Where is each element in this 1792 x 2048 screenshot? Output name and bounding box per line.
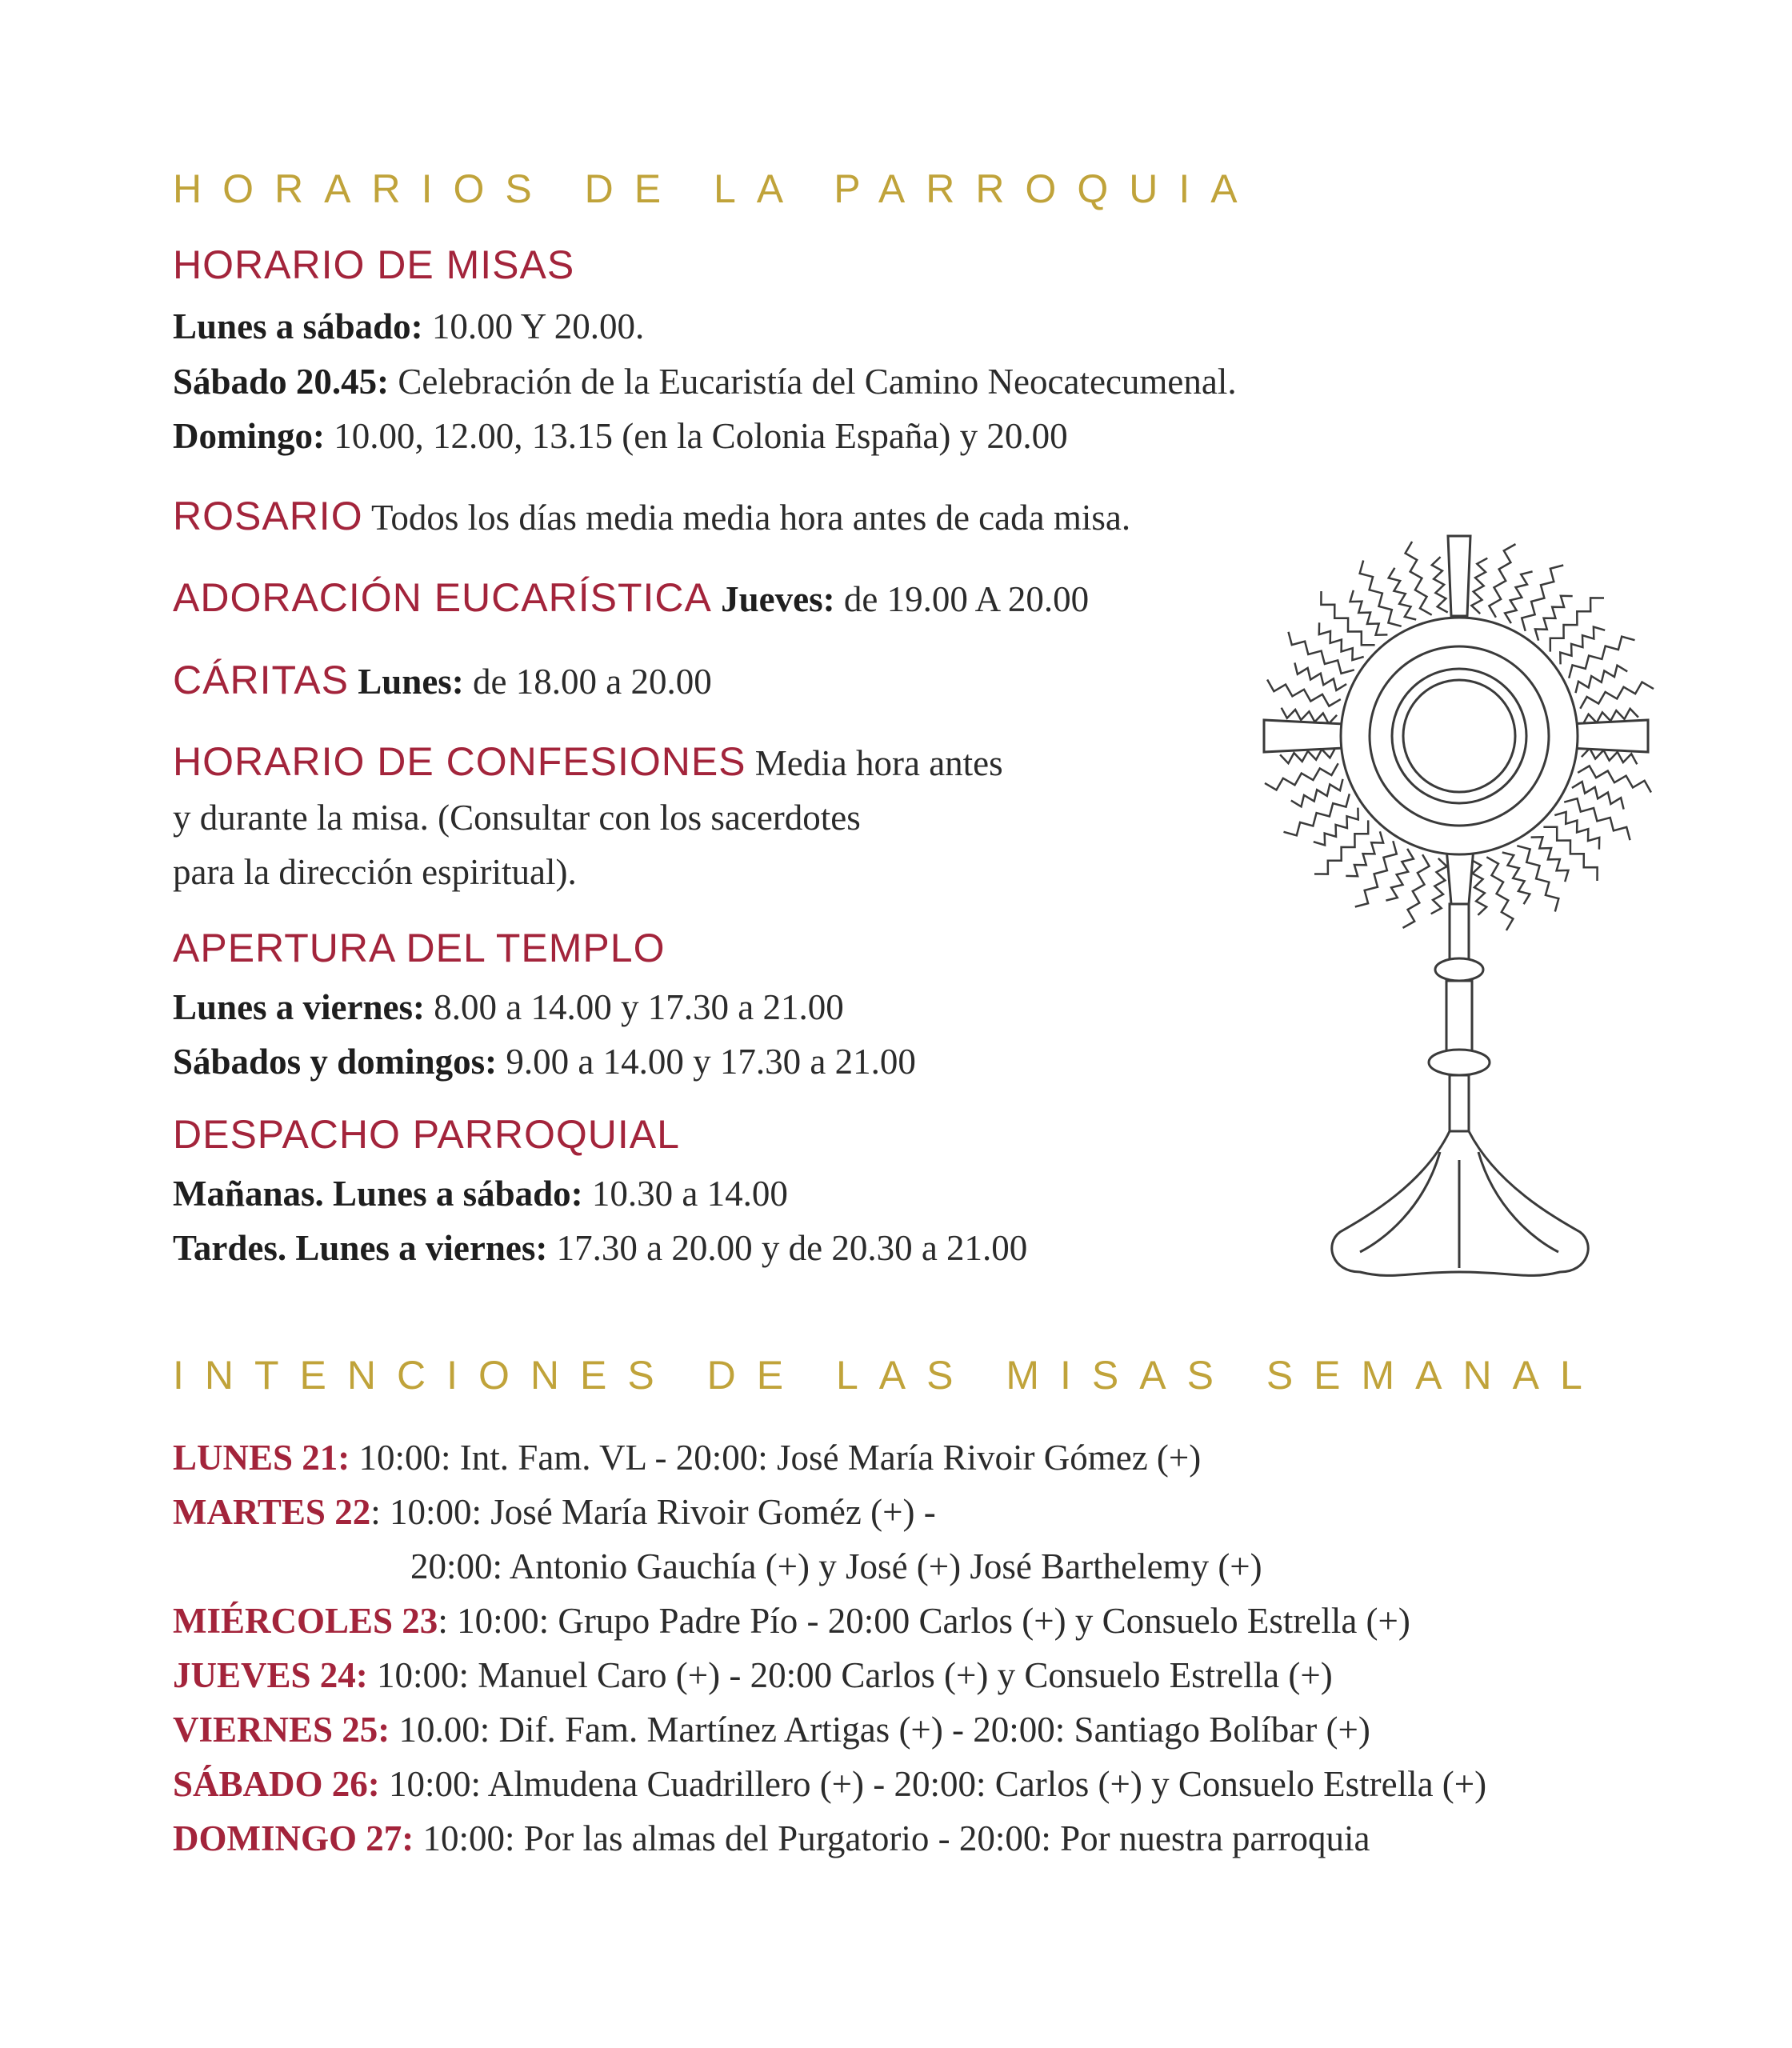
cross-bar-top: [1448, 536, 1470, 616]
confesiones-text: y durante la misa. (Consultar con los sacerdotes: [173, 798, 861, 838]
sun-ray: [1291, 779, 1343, 807]
knot-1: [1435, 958, 1483, 981]
misas-line-1: [173, 306, 645, 346]
host: [1403, 680, 1515, 792]
stem-lower: [1450, 1075, 1469, 1131]
cross-bar-bottom: [1446, 848, 1474, 904]
intencion-text: 10:00: Manuel Caro (+) - 20:00 Carlos (+) y Consuelo Estrella (+): [367, 1655, 1333, 1695]
sun-ray: [1389, 568, 1417, 620]
intencion-text: 10:00: Por las almas del Purgatorio - 20:00: Por nuestra parroquia: [414, 1818, 1370, 1858]
sun-ray: [1578, 766, 1651, 792]
caritas-text: de 18.00 a 20.00: [463, 662, 712, 702]
intencion-day: JUEVES 24:: [173, 1655, 368, 1695]
intencion-text: : 10:00: Grupo Padre Pío - 20:00 Carlos (+) y Consuelo Estrella (+): [438, 1601, 1410, 1641]
heading-despacho: [173, 1112, 680, 1157]
horario-misas-heading: HORARIO DE MISAS: [173, 242, 575, 287]
heading-horario-misas: [173, 242, 575, 287]
apertura-text: 9.00 a 14.00 y 17.30 a 21.00: [497, 1042, 916, 1082]
sun-ray: [1321, 591, 1374, 645]
sun-ray: [1355, 841, 1397, 906]
section-title-intenciones: INTENCIONES DE LAS MISAS SEMANAL: [173, 1353, 1603, 1398]
rosario-line: [173, 496, 1130, 536]
rosario-text: Todos los días media media hora antes de cada misa.: [362, 498, 1131, 538]
intencion-text: 10:00: Almudena Cuadrillero (+) - 20:00: Carlos (+) y Consuelo Estrella (+): [379, 1764, 1487, 1804]
sun-ray: [1554, 812, 1599, 850]
misas-text: Celebración de la Eucaristía del Camino Neocatecumenal.: [389, 362, 1237, 402]
intencion-lunes: [173, 1440, 1201, 1476]
intencion-text: 10.00: Dif. Fam. Martínez Artigas (+) - 20:00: Santiago Bolíbar (+): [390, 1710, 1370, 1750]
misas-text: 10.00, 12.00, 13.15 (en la Colonia España) y 20.00: [325, 416, 1068, 456]
sun-ray: [1431, 858, 1447, 914]
sun-ray: [1543, 827, 1597, 881]
sun-ray: [1522, 566, 1563, 631]
despacho-label: Tardes. Lunes a viernes:: [173, 1228, 548, 1268]
misas-label: Sábado 20.45:: [173, 362, 390, 402]
sun-ray: [1576, 666, 1628, 694]
sun-ray: [1517, 846, 1558, 911]
sun-ray: [1569, 637, 1634, 678]
despacho-text: 17.30 a 20.00 y de 20.30 a 21.00: [547, 1228, 1028, 1268]
heading-apertura: [173, 928, 665, 968]
despacho-label: Mañanas. Lunes a sábado:: [173, 1174, 583, 1214]
misas-line-3: [173, 418, 1068, 454]
adoracion-line: [173, 575, 1090, 620]
confesiones-line-1: [173, 739, 1003, 784]
intencion-day: MARTES 22: [173, 1492, 371, 1532]
intencion-day: MIÉRCOLES 23: [173, 1601, 438, 1641]
rosario-heading: ROSARIO: [173, 494, 363, 538]
despacho-line-1: [173, 1176, 788, 1212]
misas-label: Domingo:: [173, 416, 325, 456]
caritas-line: [173, 660, 712, 700]
sun-ray: [1403, 854, 1430, 928]
sun-ray: [1319, 622, 1364, 660]
confesiones-text: para la dirección espiritual).: [173, 852, 577, 892]
apertura-text: 8.00 a 14.00 y 17.30 a 21.00: [425, 987, 844, 1027]
sun-ray: [1471, 558, 1487, 614]
cross-bar-right: [1568, 720, 1648, 752]
intencion-martes-cont: [410, 1546, 1262, 1586]
adoracion-label: Jueves:: [711, 579, 835, 619]
misas-text: 10.00 Y 20.00.: [422, 306, 645, 346]
despacho-line-2: [173, 1230, 1027, 1266]
sun-ray: [1314, 820, 1368, 874]
intencion-text: : 10:00: José María Rivoir Goméz (+) -: [370, 1492, 936, 1532]
intencion-day: SÁBADO 26:: [173, 1764, 380, 1804]
sun-ray: [1346, 831, 1383, 876]
sun-ray: [1284, 794, 1350, 835]
apertura-line-1: [173, 987, 844, 1027]
apertura-label: Lunes a viernes:: [173, 987, 425, 1027]
adoracion-heading: ADORACIÓN EUCARÍSTICA: [173, 575, 712, 620]
apertura-label: Sábados y domingos:: [173, 1042, 498, 1082]
sun-ray: [1406, 542, 1432, 615]
sun-ray: [1550, 598, 1604, 651]
despacho-text: 10.30 a 14.00: [582, 1174, 788, 1214]
intencion-domingo: [173, 1818, 1370, 1858]
cross-bar-left: [1264, 720, 1344, 752]
confesiones-line-3: [173, 854, 577, 890]
sun-ray: [1580, 682, 1654, 709]
confesiones-line-2: [173, 800, 861, 836]
sun-ray: [1502, 853, 1530, 905]
sun-ray: [1289, 632, 1354, 674]
intencion-day: DOMINGO 27:: [173, 1818, 414, 1858]
intencion-viernes: [173, 1712, 1370, 1748]
knot-2: [1429, 1050, 1490, 1075]
sun-ray: [1489, 544, 1515, 618]
stem-upper: [1450, 904, 1469, 960]
apertura-line-2: [173, 1044, 916, 1080]
caritas-heading: CÁRITAS: [173, 658, 349, 702]
despacho-heading: DESPACHO PARROQUIAL: [173, 1112, 680, 1157]
caritas-label: Lunes:: [349, 662, 464, 702]
intencion-day: VIERNES 25:: [173, 1710, 390, 1750]
misas-label: Lunes a sábado:: [173, 306, 423, 346]
confesiones-text: Media hora antes: [746, 743, 1003, 783]
apertura-heading: APERTURA DEL TEMPLO: [173, 926, 666, 970]
section-title-horarios: HORARIOS DE LA PARROQUIA: [173, 166, 1258, 211]
sun-ray: [1535, 596, 1573, 641]
confesiones-heading: HORARIO DE CONFESIONES: [173, 739, 746, 784]
intencion-martes: [173, 1494, 936, 1530]
adoracion-text: de 19.00 A 20.00: [834, 579, 1090, 619]
monstrance-illustration: [1248, 528, 1664, 1296]
intencion-text: 20:00: Antonio Gauchía (+) y José (+) José Barthelemy (+): [410, 1546, 1262, 1586]
sun-ray: [1360, 561, 1402, 626]
intencion-text: 10:00: Int. Fam. VL - 20:00: José María Rivoir Gómez (+): [350, 1438, 1202, 1478]
intencion-day: LUNES 21:: [173, 1438, 350, 1478]
intencion-jueves: [173, 1655, 1333, 1695]
sun-ray: [1432, 557, 1448, 612]
sun-ray: [1486, 857, 1513, 930]
intencion-sabado: [173, 1766, 1486, 1802]
sun-ray: [1267, 680, 1341, 706]
sun-ray: [1265, 763, 1338, 790]
intencion-miercoles: [173, 1603, 1410, 1639]
stem-mid: [1446, 981, 1472, 1053]
misas-line-2: [173, 364, 1237, 400]
sun-ray: [1564, 798, 1630, 840]
